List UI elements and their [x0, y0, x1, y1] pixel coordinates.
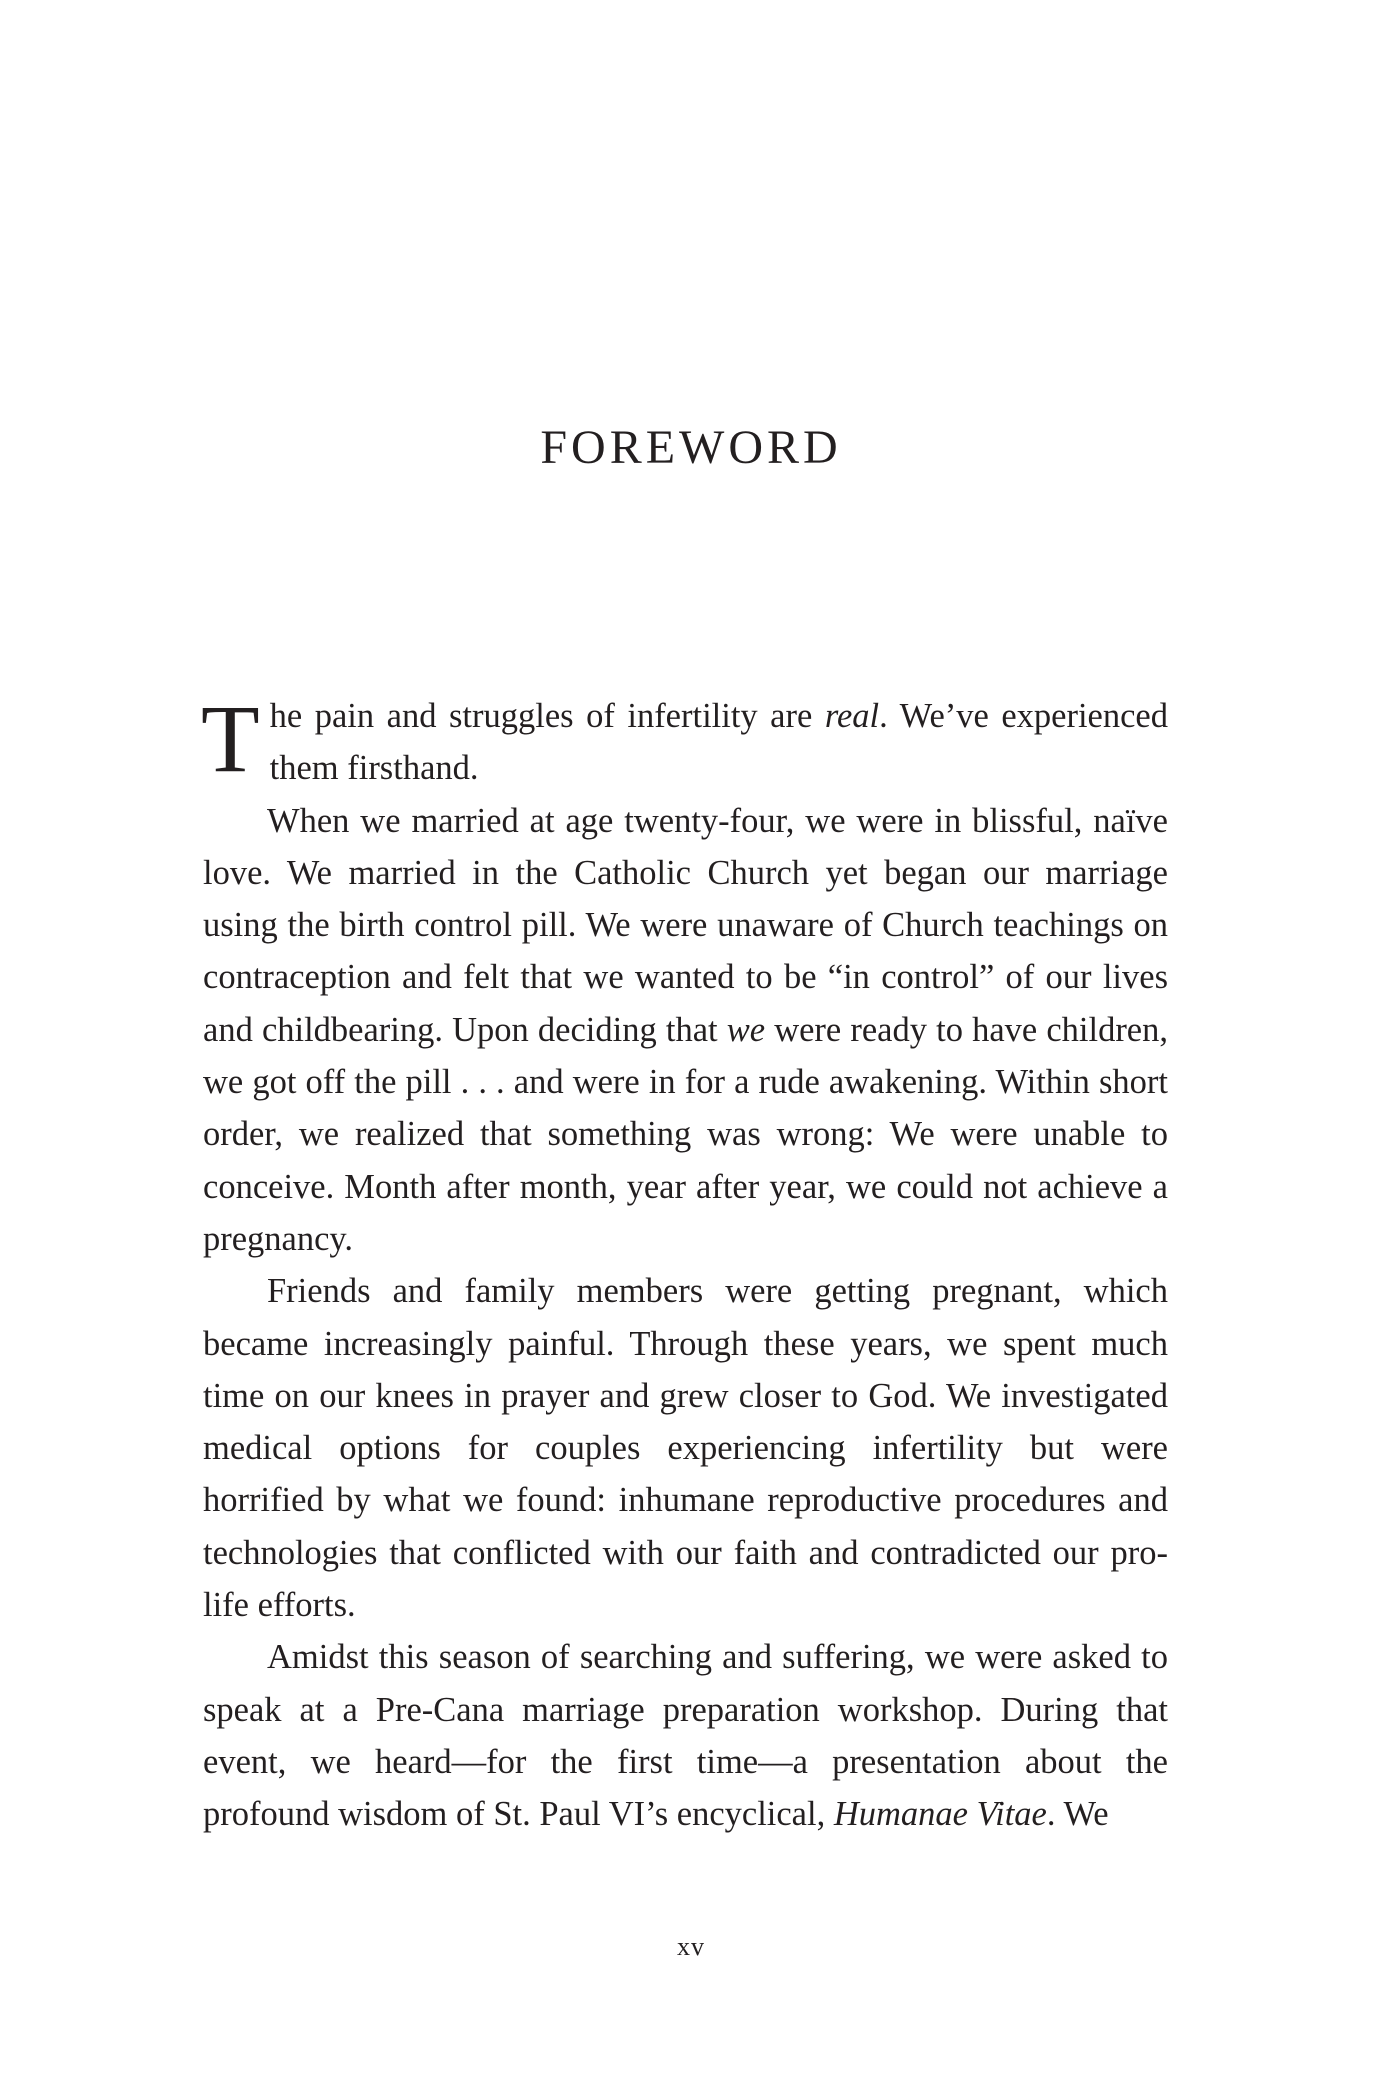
paragraph-2-text-b: were ready to have children, we got off the pill . . . and were in for a rude awakening. Within short order, we realized that something was wrong: We were unable to conceive. Month after month, year after year, we could not achieve a pregnancy.	[203, 1010, 1168, 1258]
paragraph-2-text-a: When we married at age twenty-four, we were in blissful, naïve love. We married in the Catholic Church yet began our marriage using the birth control pill. We were unaware of Church teachings on contraception and felt that we wanted to be “in control” of our lives and childbearing. Upon deciding that	[203, 801, 1168, 1049]
paragraph-4-text-a: Amidst this season of searching and suffering, we were asked to speak at a Pre-Cana marriage preparation workshop. During that event, we heard—for the first time—a presentation about the profound wisdom of St. Paul VI’s encyclical,	[203, 1638, 1168, 1834]
paragraph-1-text-b: . We’ve experienced them firsthand.	[269, 697, 1168, 788]
chapter-title: FOREWORD	[540, 421, 842, 474]
paragraph-1-emphasis: real	[824, 697, 880, 735]
paragraph-1	[201, 685, 1168, 795]
paragraph-2	[203, 795, 1168, 1266]
body-text	[201, 685, 1168, 1841]
paragraph-1-text-a: he pain and struggles of infertility are	[269, 697, 825, 735]
paragraph-4-emphasis: Humanae Vitae	[833, 1795, 1047, 1834]
paragraph-3-text: Friends and family members were getting pregnant, which became increasingly painful. Through these years, we spent much time on our knees in prayer and grew closer to God. We investigated medical options for couples experiencing infertility but were horrified by what we found: inhumane reproductive procedures and technologies that conflicted with our faith and contradicted our pro-life efforts.	[203, 1272, 1168, 1625]
paragraph-4-text-b: . We	[1046, 1795, 1109, 1834]
drop-cap: T	[201, 685, 260, 792]
page-number: xv	[677, 1932, 705, 1961]
paragraph-2-emphasis: we	[726, 1010, 766, 1049]
paragraph-3	[203, 1265, 1168, 1631]
paragraph-4	[203, 1631, 1168, 1840]
